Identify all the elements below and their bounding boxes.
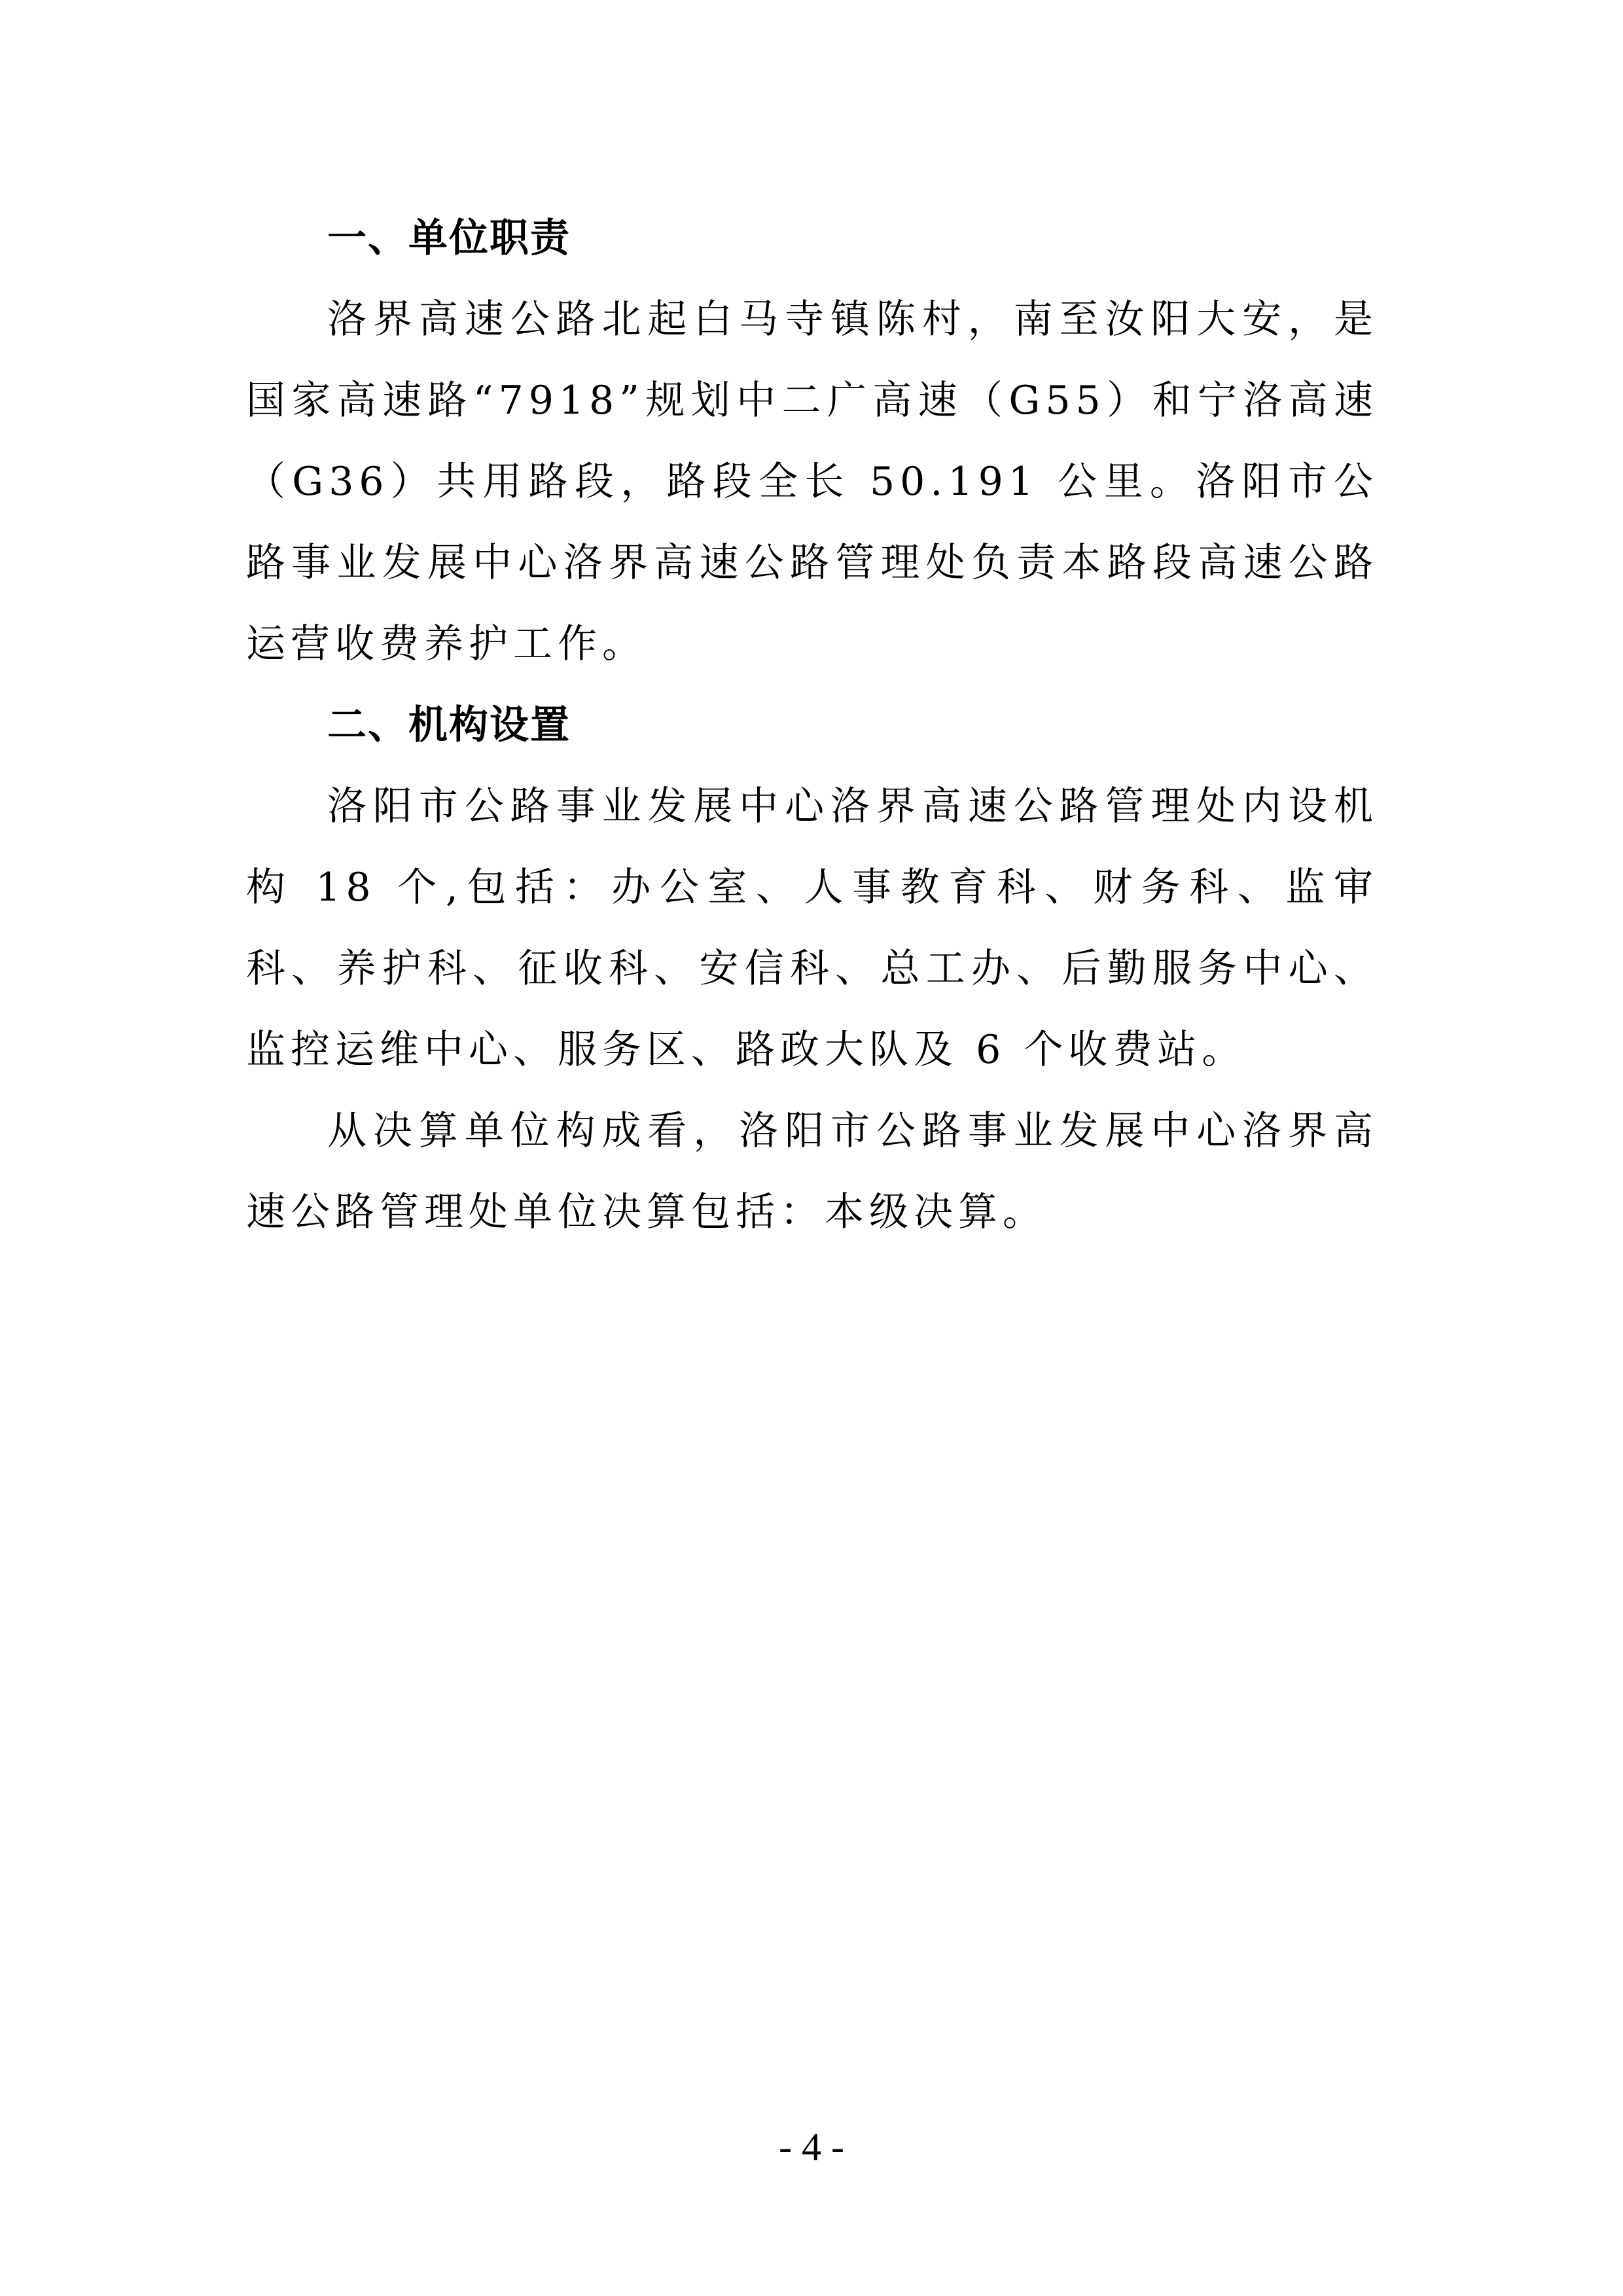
paragraph-duties: 洛界高速公路北起白马寺镇陈村，南至汝阳大安，是国家高速路“7918”规划中二广高速（G55）和宁洛高速（G36）共用路段，路段全长 50.191 公里。洛阳市公路事业发展中心洛界高速公路管理处负责本路段高速公路运营收费养护工作。 — [246, 296, 1378, 667]
page-number: - 4 - — [779, 2125, 844, 2168]
section-heading-duties: 一、单位职责 — [327, 215, 571, 261]
section-heading-organization: 二、机构设置 — [327, 702, 571, 748]
paragraph-organization: 洛阳市公路事业发展中心洛界高速公路管理处内设机构 18 个,包括：办公室、人事教育科、财务科、监审科、养护科、征收科、安信科、总工办、后勤服务中心、监控运维中心、服务区、路政大队及 6 个收费站。 — [246, 783, 1378, 1073]
document-body — [246, 198, 1378, 1253]
paragraph-budget-composition: 从决算单位构成看，洛阳市公路事业发展中心洛界高速公路管理处单位决算包括：本级决算。 — [246, 1108, 1378, 1235]
